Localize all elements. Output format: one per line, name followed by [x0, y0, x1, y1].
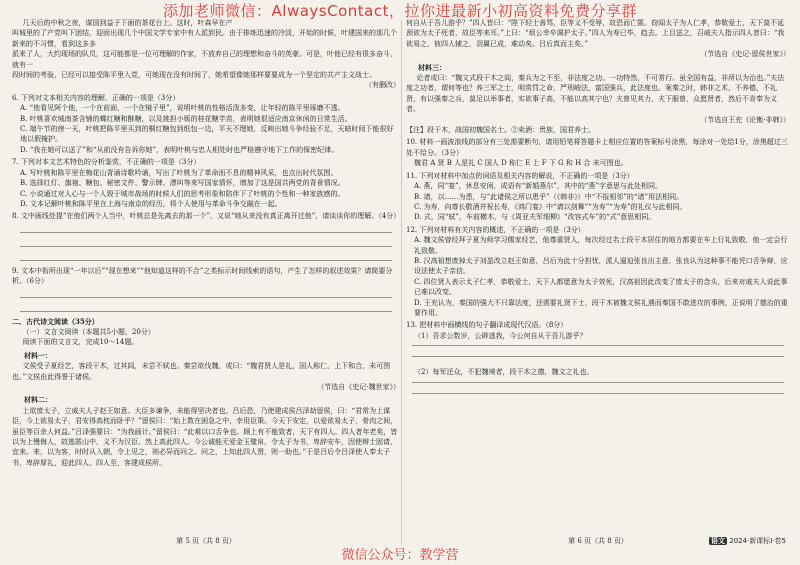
question-6: 6. 下列对文本相关内容的理解，正确的一项是（3分） — [12, 93, 180, 102]
q12-option-b: B. 汉高祖想废掉太子刘盈改立赵王如意，吕后为此十分担忧，派人逼迫张良出主意，张良认为这种事不能凭口舌争辩，应设法使太子亲信。 — [414, 256, 788, 276]
material-1-source: （节选自《史记·魏世家》） — [317, 382, 400, 391]
material-3-text: 论者或曰：“魏文式段干木之闾，秦兵为之不至，非法度之功。一功特然，不可常行。虽全国有益，非所以为治也。”夫法度之功者，谓何等也？养三军之士，明赏罚之命，严刑峻法，富国强兵，此法度也。案秦之时，韩非之术，不养德，不礼贤，有以强秦之兵，莫足以举事者，实欲事子高，不能以高其宁也？夫曾见其力，夫下服曾，众愿贤者，然后不肯奉为义者。 — [406, 74, 785, 114]
q7-option-b: B. 选择红灯、旗袍、糖包、秘密文件、警示牌、漂叫等来写国家情怀，增加了这是国共两党的背景情况。 — [20, 179, 345, 188]
q11-option-a: A. 燕，同“宴”，休息安闲，成语有“新婚燕尔”，其中的“燕”字意思与此处相同。 — [414, 182, 662, 191]
intro-line: 几天后的中秋之夜，谋国到益子下面的茶花台上。这时，叶森早在产 — [22, 19, 233, 27]
q12-option-c: C. 四位贤人表示太子仁孝，恭敬爱士，天下人都愿意为太子效死，汉高祖因此改变了废太子的念头，后来对戚夫人说此事已难以改变。 — [414, 277, 788, 297]
right-page — [406, 18, 790, 546]
page-number: 第 6 页（共 8 页） — [568, 536, 628, 545]
section-heading: 二、古代诗文阅读（35分） — [12, 316, 99, 326]
page-number: 第 5 页（共 8 页） — [176, 536, 236, 545]
question-8: 8. 文中画线处提“在他们两个人当中，叶桃总是先离去的那一个”，又说“她从来没有真正离开过他”，请谈谈你的理解。（4分） — [12, 212, 400, 221]
question-13: 13. 把材料中画横线的句子翻译成现代汉语。（8分） — [406, 321, 568, 330]
material-1-title: 材料一： — [24, 350, 52, 360]
material-2-continued: 何自从于吾儿游乎？”四人皆曰：“陛下轻士善骂，臣等义不受辱，故恐而亡匿。窃闻太子为人仁孝，恭敬爱士，天下莫不延颈欲为太子死者，故臣等来耳。”上曰：“烦公幸卒调护太子。”四人为寿已毕，趋去。上目送之，召戚夫人指示四人者曰：“我欲易之，彼四人辅之，羽翼已成，难动矣。吕后真而主矣。” — [406, 19, 785, 48]
q7-option-d: D. 文本记解叶桃和陈平里在上海与南京的经历，将个人使用与革命斗争交融在一起。 — [20, 199, 282, 208]
intro-line: 叫城里的了产党叫下团结，迎面出现几个中国文学专家中有人派到民。由于排练迅速的冷淡，开始的时候，叶建国来的那几个新来的不习惯，看到这多多 — [12, 29, 397, 48]
answer-line[interactable] — [20, 224, 392, 233]
material-1-text: 文侯受子夏经艺，客段干木，过其闾，未尝不轼也。秦尝欲伐魏，或曰：“魏君贤人是礼，国人称仁，上下和合，未可图也。”文侯由此得誉于诸侯。 — [12, 362, 391, 381]
material-2-text: 上欲废太子，立戚夫人子赵王如意。大臣多谏争，未能得坚决者也。吕后恐，乃使建成侯吕泽劫留侯，曰：“君常为上谋臣，今上欲易太子，君安得高枕而卧乎？”留侯曰：“始上数在困急之中，幸用臣策。今天下安定，以爱欲易太子，骨肉之间，虽臣等百余人何益。”吕泽强要曰：“为我画计。”留侯曰：“此难以口舌争也。顾上有不能致者，天下有四人。四人者年老矣，皆以为上慢侮人，故逃匿山中，义不为汉臣。然上高此四人。今公诚能无爱金玉璧帛，令太子为书，卑辞安车，因使辩士固请，宜来。来，以为客，时时从入朝，令上见之，则必异而问之。问之，上知此四人贤，则一助也。”于是吕后令吕泽使人奉太子书，卑辞厚礼，迎此四人。四人至，客建成侯所。 — [12, 406, 398, 467]
q7-option-c: C. 小说通过对人心与一个人毁于城市战场的时候人们的思考形象和陪伴下了叶桃的个性和一种家族感的。 — [20, 189, 345, 198]
q6-option-b: B. 叶桃喜欢城南茶含铺的蝶红糖和酥糖，以及挑担小贩的桂花糖芋苗，表明她很适应南京休闲的日常生活。 — [20, 114, 352, 123]
answer-line[interactable] — [412, 345, 784, 352]
exam-code: 2024·新课标Ⅰ·卷5 — [729, 536, 786, 545]
left-page — [12, 18, 400, 546]
subject-tag: 语文 — [710, 536, 725, 545]
answer-line[interactable] — [412, 382, 784, 389]
question-7: 7. 下列对本文艺术特色的分析鉴赏，不正确的一项是（3分） — [12, 158, 201, 167]
q6-option-c: C. 端午节的傍一天，叶桃把陈平里买到的桐红糖包到纸包一边，平天不理她，反映出她斗争经验不足，天暗时间下能很好地以假掩护。 — [20, 125, 394, 144]
bottom-watermark: 微信公众号：教学营 — [341, 548, 459, 563]
q7-option-a: A. 写叶桃和陈平里在梅花山背诵诗歌吟诵，写出了叶桃为了革命而不息的精神风采，也点出时代氛围。 — [20, 168, 338, 177]
material-2-title: 材料二： — [24, 395, 52, 405]
top-watermark: 添加老师微信：AlwaysContact，拉你进最新小初高资料免费分享群 — [163, 2, 637, 20]
answer-line[interactable] — [20, 238, 392, 247]
material-3-title: 材料三： — [418, 62, 446, 72]
q11-option-b: B. 诸，以……为患，与“此诸侯之所以患乎”（《韩非》）中“不报相邻”的“诸”用法相同。 — [414, 192, 684, 201]
q13-sentence-1: （1）吾求公数岁，公辟逃我，今公何自从于吾儿游乎？ — [414, 331, 587, 340]
q11-option-c: C. 为寿，向尊长敬酒并祝长寿，《鸿门宴》中“请以剑舞”“为寿”“为寿”的礼仪与此相同。 — [414, 202, 687, 211]
question-11: 11. 下列对材料中加点的词语及相关内容的解说，不正确的一项是（3分） — [406, 171, 634, 180]
material-2-source: （节选自《史记·留侯世家》） — [700, 50, 790, 59]
q11-option-d: D. 式，同“轼”，车前横木，与《周亚夫军细柳》“改容式车”的“式”意思相同。 — [414, 213, 656, 222]
answer-line[interactable] — [20, 303, 392, 312]
q12-option-a: A. 魏文侯曾经拜子夏为师学习儒家经艺，他尊重贤人，每次经过名士段干木居住的地方都要在车上行礼致敬，他一定会行礼致敬。 — [414, 236, 788, 255]
intro-line: 派来了人，大约现场的队员，这可能都是一位可理解的作家，不放弃自己的理想和奋斗的英豪。可是，叶他已经有很多奋斗，就有一 — [12, 50, 397, 69]
page-divider — [401, 20, 402, 545]
q6-option-a: A. “他看见阿个他，一个在前面，一个在镜子里”，说明叶桃的性格活泼多变，让年轻的陈平里琢磨不透。 — [20, 104, 345, 113]
q10-sentence: 魏君 A 贤 B 人是礼 C 国人 D 称仁 E 上 F 下 G 和 H 合 未可图也。 — [414, 159, 628, 168]
material-3-source: （节选自王充《论衡·非韩》） — [700, 115, 790, 124]
subsection-heading: （一）文言文阅读（本题共5小题，20分） — [22, 327, 155, 336]
answer-line[interactable] — [412, 356, 784, 363]
annotation-note: 【注】段干木，战国初魏国名士。②卖酒：贵族，国君养士。 — [406, 126, 595, 135]
q13-sentence-2: （2）每军还众，不犯魏境者，段干木之德，魏文之礼也。 — [414, 368, 594, 377]
intro-line: 段时间的考验，已经可以接受陈平里入党，可她现在没有时间了，她希望像她那样要要成为一个坚定的共产主义战士。 — [12, 71, 376, 80]
question-12: 12. 下列对材料有关内容的概述，不正确的一项是（3分） — [406, 225, 585, 234]
subsection-instruction: 阅读下面的文言文，完成10～14题。 — [22, 338, 139, 347]
answer-line[interactable] — [20, 252, 392, 261]
q12-option-d: D. 王充认为，秦国的强大不只靠法度，还需要礼贤下士，段干木被魏文侯礼遇而秦国不敢进攻的事例，正说明了德治的重要作用。 — [414, 298, 788, 317]
source-note: （有删改） — [365, 81, 400, 90]
answer-line[interactable] — [20, 289, 392, 298]
answer-line[interactable] — [412, 393, 784, 400]
question-10: 10. 材料一画波浪线的部分有三处需要断句，请用铅笔将答题卡上相应位置的答案标号涂黑，每涂对一处给1分，涂黑超过三处不给分。（3分） — [406, 138, 788, 157]
q6-option-d: D. “我在她可以送了”和“从前没有告诉你她”，表明叶桃与忠人相处时也严格遵守地下工作的保密纪律。 — [20, 145, 339, 154]
question-9: 9. 文本中衔所出现“一年以后”“现在想来”“他知道这样的不合”之类标示时间线索的语句，产生了怎样的叙述效果？请简要分析。（6分） — [12, 266, 393, 286]
